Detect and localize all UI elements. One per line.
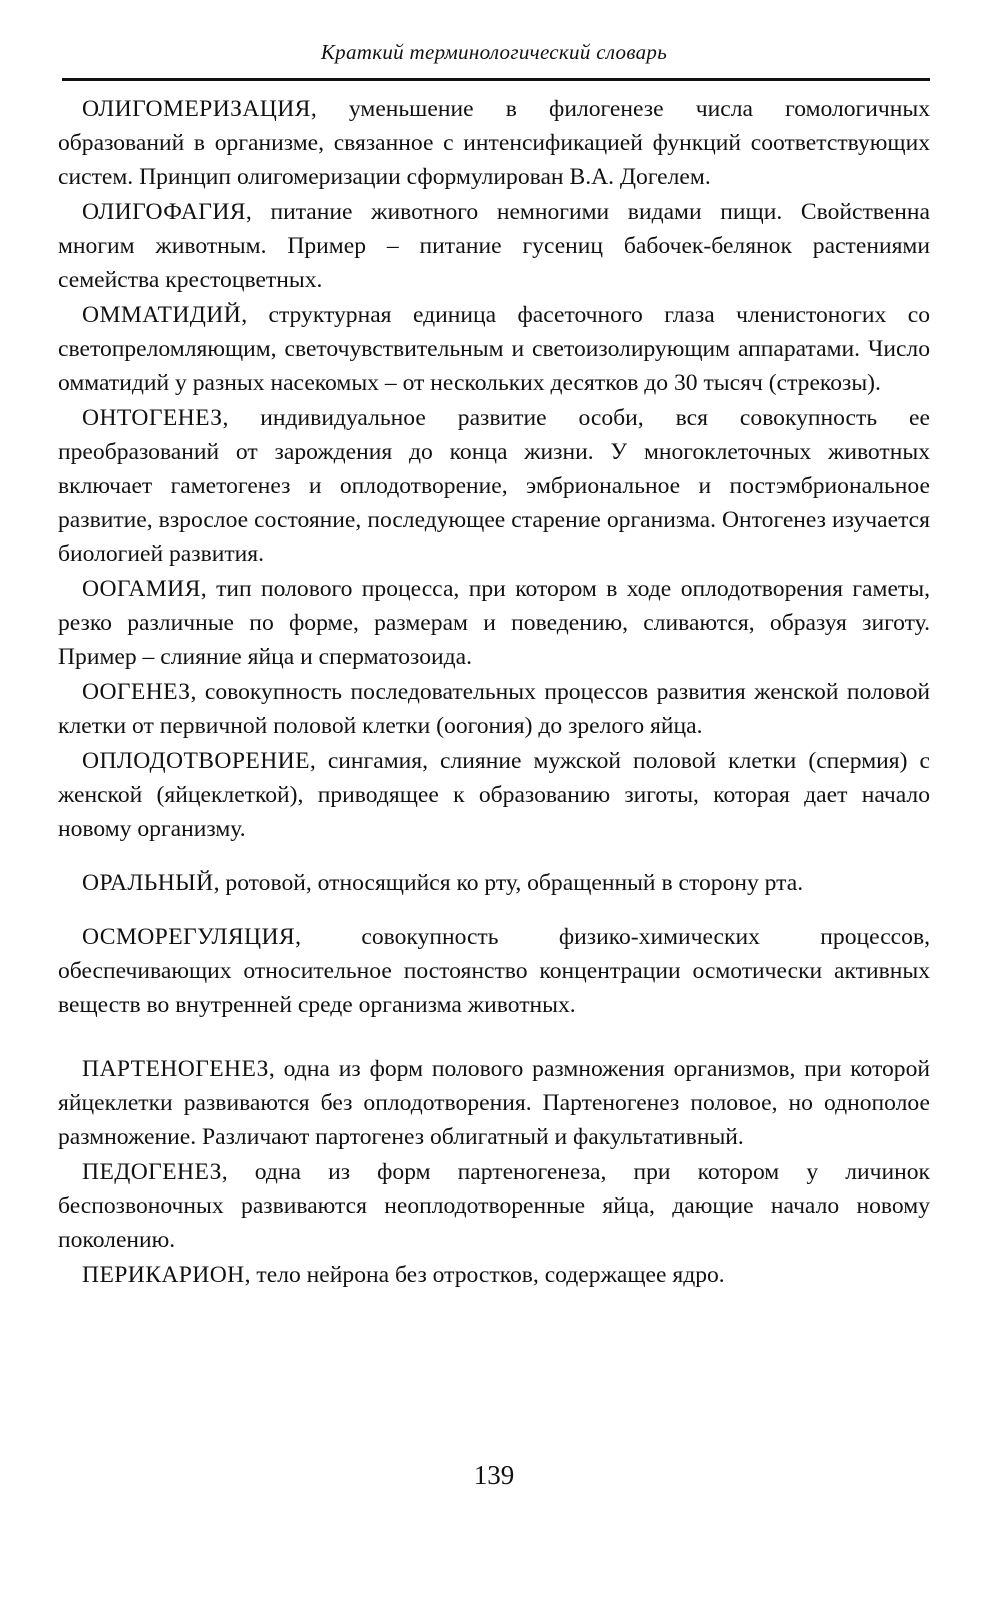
entry-term: ОСМОРЕГУЛЯЦИЯ bbox=[82, 924, 296, 950]
entry-definition: , совокупность физико-химических процессов, обеспечивающих относительное постоянство концентрации осмотически активных веществ во внутренней среде организма животных. bbox=[58, 924, 930, 1018]
entry-term: ОРАЛЬНЫЙ bbox=[82, 870, 214, 896]
entry-definition: , сингамия, слияние мужской половой клетки (спермия) с женской (яйцеклеткой), приводящее к образованию зиготы, которая дает начало новому организму. bbox=[58, 748, 930, 842]
entry-term: ОНТОГЕНЕЗ bbox=[82, 405, 223, 431]
glossary-entry-oligomerization bbox=[58, 92, 930, 194]
entry-definition: , структурная единица фасеточного глаза членистоногих со светопреломляющим, светочувствительным и светоизолирующим аппаратами. Число омматидий у разных насекомых – от нескольких десятков до 30 тысяч (стрекозы). bbox=[58, 302, 930, 396]
header-rule bbox=[62, 78, 930, 81]
entry-definition: , тип полового процесса, при котором в ходе оплодотворения гаметы, резко различные по форме, размерам и поведению, сливаются, образуя зиготу. Пример – слияние яйца и сперматозоида. bbox=[58, 576, 930, 670]
glossary-entry-perikaryon bbox=[58, 1258, 930, 1292]
entry-definition: , ротовой, относящийся ко рту, обращенный в сторону рта. bbox=[213, 870, 804, 896]
glossary-entry-oogamy bbox=[58, 572, 930, 674]
glossary-entry-ontogenesis bbox=[58, 401, 930, 571]
entry-definition: , уменьшение в филогенезе числа гомологичных образований в организме, связанное с интенсификацией функций соответствующих систем. Принцип олигомеризации сформулирован В.А. Догелем. bbox=[58, 96, 930, 190]
running-header: Краткий терминологический словарь bbox=[320, 40, 668, 64]
entry-definition: , индивидуальное развитие особи, вся совокупность ее преобразований от зарождения до конца жизни. У многоклеточных животных включает гаметогенез и оплодотворение, эмбриональное и постэмбриональное развитие, взрослое состояние, последующее старение организма. Онтогенез изучается биологией развития. bbox=[58, 405, 930, 567]
entry-definition: , одна из форм полового размножения организмов, при которой яйцеклетки развиваются без оплодотворения. Партеногенез половое, но однополое размножение. Различают партогенез облигатный и факультативный. bbox=[58, 1056, 930, 1150]
glossary-entry-ommatidium bbox=[58, 298, 930, 400]
entry-definition: , тело нейрона без отростков, содержащее ядро. bbox=[244, 1262, 725, 1288]
page-number: 139 bbox=[473, 1460, 515, 1490]
entry-term: ПАРТЕНОГЕНЕЗ bbox=[82, 1056, 269, 1082]
glossary-body bbox=[58, 92, 930, 1293]
entry-definition: , одна из форм партеногенеза, при котором у личинок беспозвоночных развиваются неоплодотворенные яйца, дающие начало новому поколению. bbox=[58, 1159, 930, 1253]
glossary-entry-oligophagy bbox=[58, 195, 930, 297]
entry-term: ООГАМИЯ bbox=[82, 576, 201, 602]
entry-term: ОЛИГОФАГИЯ bbox=[82, 199, 246, 225]
glossary-entry-oogenesis bbox=[58, 675, 930, 743]
glossary-entry-osmoregulation bbox=[58, 920, 930, 1022]
entry-term: ОПЛОДОТВОРЕНИЕ bbox=[82, 748, 310, 774]
glossary-entry-parthenogenesis bbox=[58, 1052, 930, 1154]
entry-term: ПЕРИКАРИОН bbox=[82, 1262, 245, 1288]
glossary-entry-oral bbox=[58, 866, 930, 900]
entry-definition: , питание животного немногими видами пищи. Свойственна многим животным. Пример – питание гусениц бабочек-белянок растениями семейства крестоцветных. bbox=[58, 199, 930, 293]
entry-term: ОММАТИДИЙ bbox=[82, 302, 242, 328]
entry-term: ПЕДОГЕНЕЗ bbox=[82, 1159, 222, 1185]
entry-term: ООГЕНЕЗ bbox=[82, 679, 191, 705]
entry-definition: , совокупность последовательных процессов развития женской половой клетки от первичной половой клетки (оогония) до зрелого яйца. bbox=[58, 679, 930, 739]
glossary-entry-fertilization bbox=[58, 744, 930, 846]
entry-term: ОЛИГОМЕРИЗАЦИЯ bbox=[82, 96, 311, 122]
glossary-entry-paedogenesis bbox=[58, 1155, 930, 1257]
